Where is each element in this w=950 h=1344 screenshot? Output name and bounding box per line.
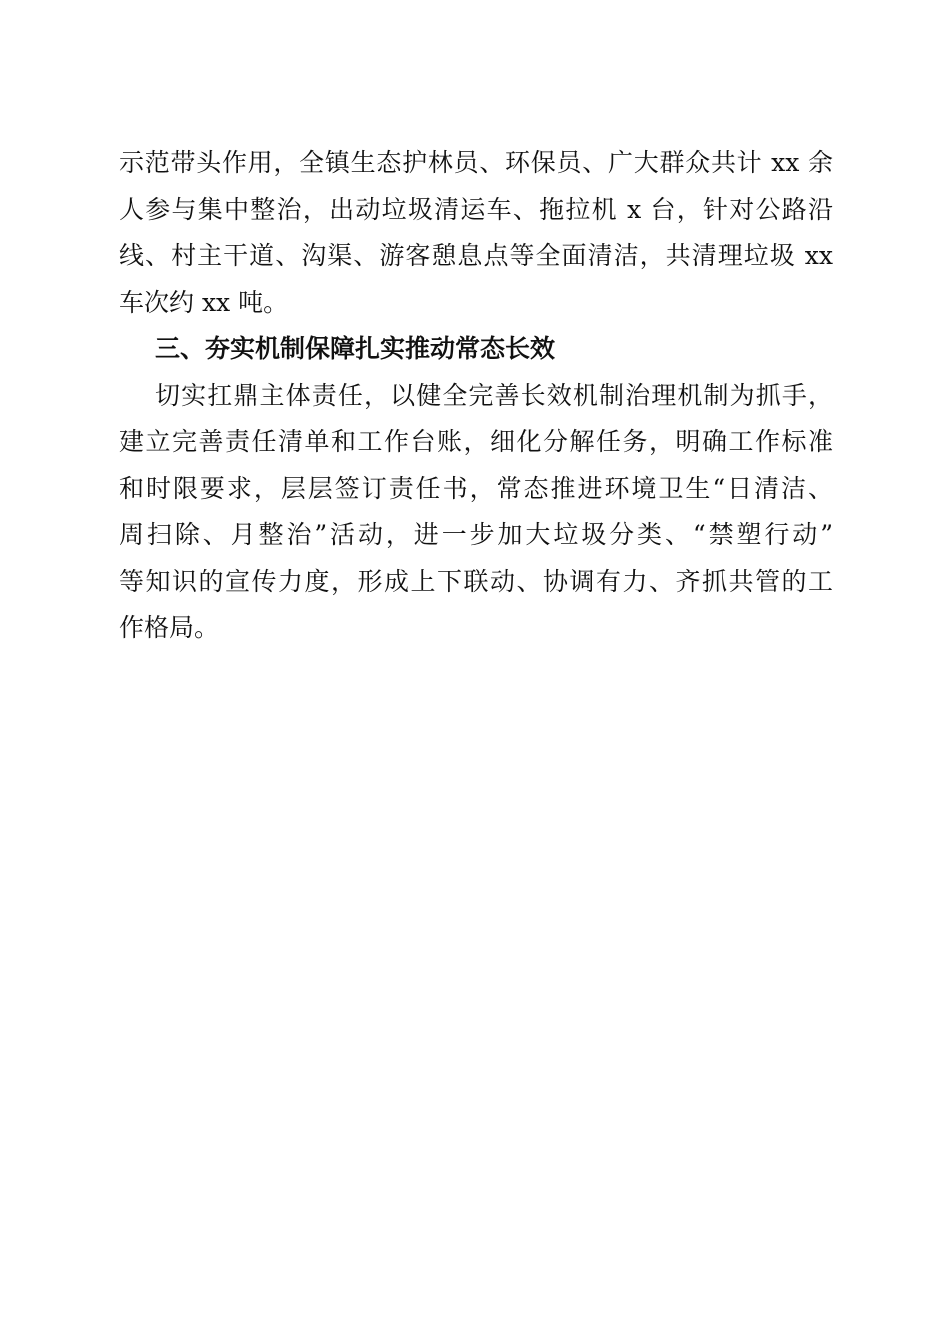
paragraph-line: 车次约 xx 吨。 <box>119 287 289 317</box>
paragraph-line: 建立完善责任清单和工作台账，细化分解任务，明确工作标准 <box>119 427 833 456</box>
paragraph-line: 线、村主干道、沟渠、游客憩息点等全面清洁，共清理垃圾 xx <box>119 241 833 270</box>
paragraph-line: 和时限要求，层层签订责任书，常态推进环境卫生“日清洁、 <box>119 473 833 503</box>
paragraph-continuation <box>119 140 833 326</box>
section-heading: 三、夯实机制保障扎实推动常态长效 <box>155 334 556 363</box>
paragraph-line: 周扫除、月整治”活动，进一步加大垃圾分类、“禁塑行动” <box>119 520 833 549</box>
paragraph-line: 切实扛鼎主体责任，以健全完善长效机制治理机制为抓手， <box>155 380 833 410</box>
paragraph-line: 人参与集中整治，出动垃圾清运车、拖拉机 x 台，针对公路沿 <box>119 194 833 224</box>
paragraph-line: 等知识的宣传力度，形成上下联动、协调有力、齐抓共管的工 <box>119 566 833 596</box>
document-body <box>119 140 833 652</box>
paragraph-line: 示范带头作用，全镇生态护林员、环保员、广大群众共计 xx 余 <box>119 148 833 177</box>
paragraph-line: 作格局。 <box>119 613 220 642</box>
paragraph-section-three <box>119 373 833 652</box>
